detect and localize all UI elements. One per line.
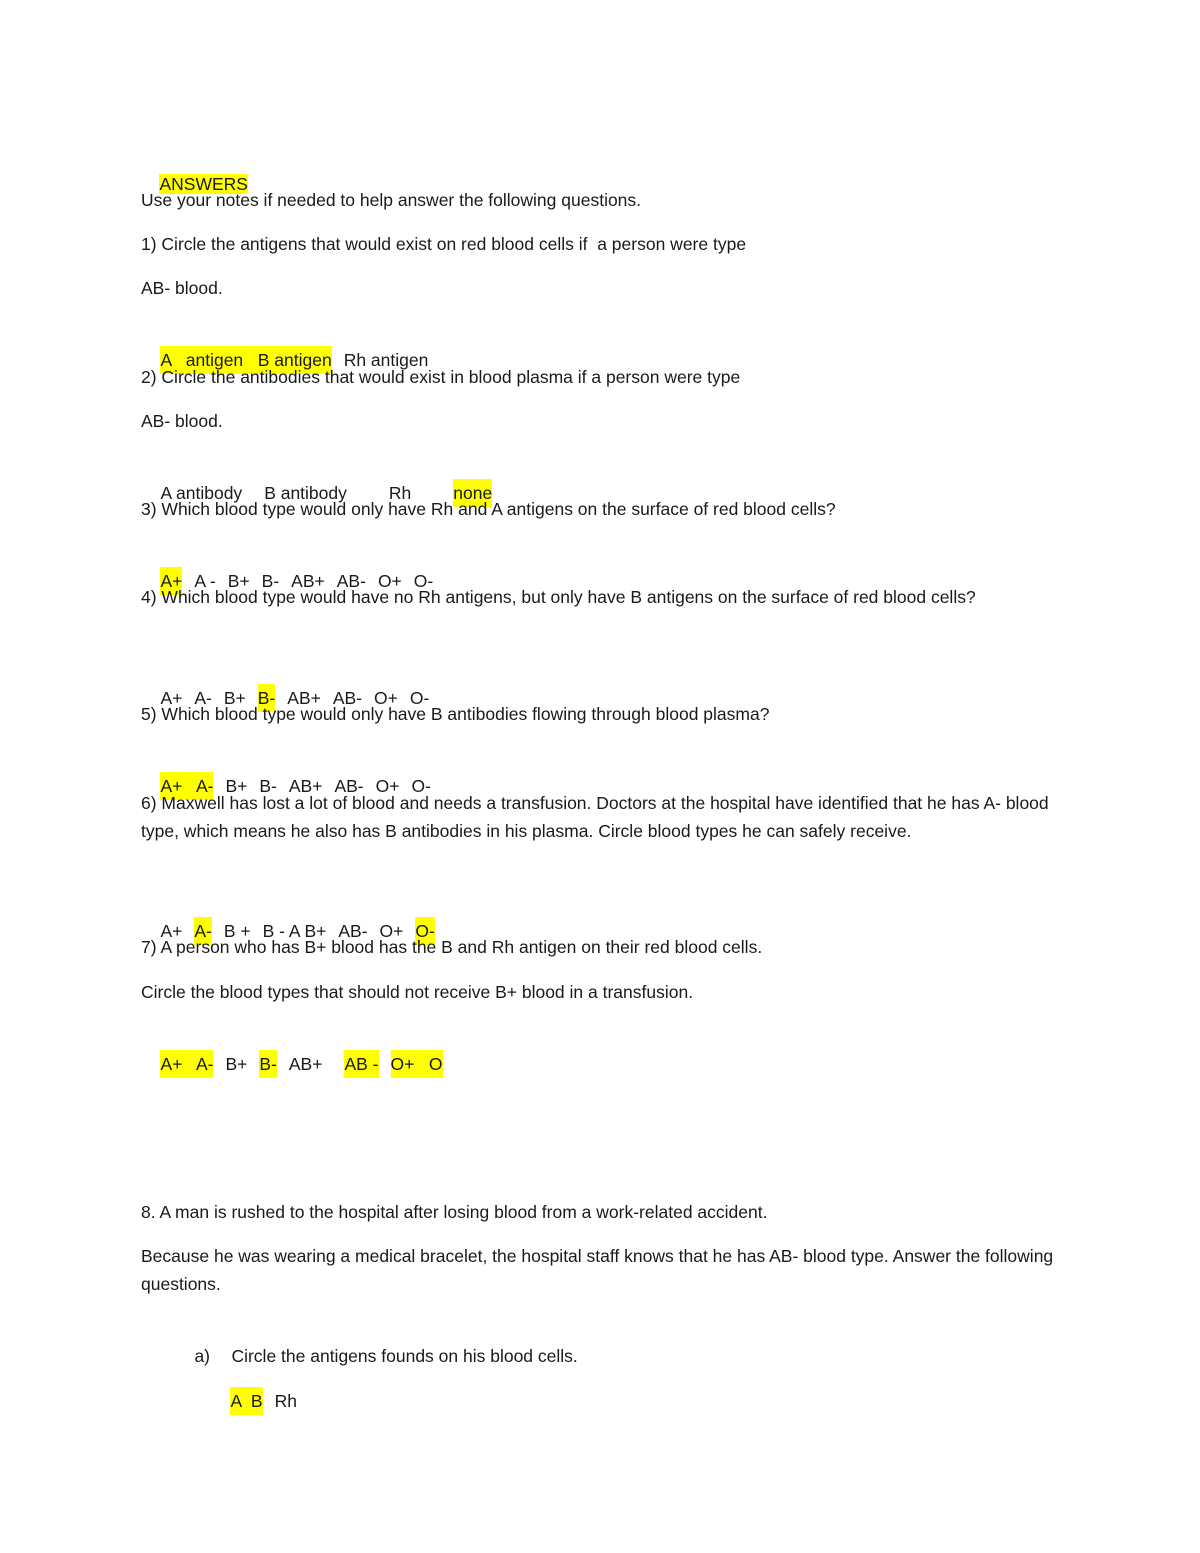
- q7-option: AB+: [288, 1054, 323, 1074]
- q4-option: AB+: [287, 688, 321, 708]
- q3-option: A+: [160, 567, 182, 595]
- q7-text-line2: Circle the blood types that should not receive B+ blood in a transfusion.: [141, 982, 694, 1002]
- q2-option: A antibody: [160, 483, 243, 503]
- q5-option: O+: [375, 776, 400, 796]
- q3-text: 3) Which blood type would only have Rh and A antigens on the surface of red blood cells?: [141, 499, 836, 519]
- q3-option: AB-: [336, 571, 366, 591]
- q8-text-line2: Because he was wearing a medical bracelet, the hospital staff knows that he has AB- blood type. Answer the following questions.: [141, 1246, 1054, 1294]
- intro-text: Use your notes if needed to help answer the following questions.: [141, 190, 642, 210]
- q6-option: B - A B+: [262, 921, 327, 941]
- q3-option: B-: [261, 571, 280, 591]
- q4-option: B+: [223, 688, 246, 708]
- q4-text: 4) Which blood type would have no Rh antigens, but only have B antigens on the surface of red blood cells?: [141, 587, 976, 607]
- q3-option: O-: [413, 571, 434, 591]
- q6-option: O-: [415, 917, 434, 945]
- q8-sub-a-label: a): [194, 1346, 211, 1366]
- q5-option: A+ A-: [160, 772, 213, 800]
- q5-option: AB+: [288, 776, 323, 796]
- q4-option: O+: [374, 688, 398, 708]
- q8-text-line1: 8. A man is rushed to the hospital after losing blood from a work-related accident.: [141, 1202, 768, 1222]
- q8-sub-a-option: Rh: [274, 1391, 297, 1411]
- q1-option: Rh antigen: [343, 350, 429, 370]
- q4-option: O-: [409, 688, 430, 708]
- q7-option: B+: [225, 1054, 248, 1074]
- q7-option: AB -: [344, 1050, 378, 1078]
- q6-option: A-: [194, 917, 212, 945]
- q6-option: AB-: [338, 921, 368, 941]
- q7-option: A+ A-: [160, 1050, 213, 1078]
- q2-option: none: [453, 479, 492, 507]
- q2-option: Rh: [388, 483, 412, 503]
- q8-sub-a-option: A B: [230, 1387, 262, 1415]
- q7-text-line1: 7) A person who has B+ blood has the B and Rh antigen on their red blood cells.: [141, 937, 763, 957]
- q7-option: O+ O: [391, 1050, 443, 1078]
- q4-option: B-: [258, 684, 276, 712]
- q6-option: A+: [160, 921, 183, 941]
- q5-text: 5) Which blood type would only have B antibodies flowing through blood plasma?: [141, 704, 770, 724]
- q8-sub-a-text: Circle the antigens founds on his blood cells.: [231, 1346, 578, 1366]
- q5-option: B-: [259, 776, 277, 796]
- answers-title: ANSWERS: [159, 174, 248, 194]
- q6-text: 6) Maxwell has lost a lot of blood and needs a transfusion. Doctors at the hospital have identified that he has A- blood type, which means he also has B antibodies in his plasma. Circle blood types he can safely receive.: [141, 793, 1049, 841]
- q3-option: A -: [194, 571, 216, 591]
- q6-option: O+: [379, 921, 404, 941]
- q3-option: O+: [377, 571, 402, 591]
- q5-option: AB-: [334, 776, 364, 796]
- q4-option: A+: [160, 688, 183, 708]
- q5-option: O-: [411, 776, 431, 796]
- q1-text-line1: 1) Circle the antigens that would exist on red blood cells if a person were type: [141, 234, 747, 254]
- q2-text-line2: AB- blood.: [141, 411, 223, 431]
- q3-option: AB+: [291, 571, 325, 591]
- q7-options: [141, 1022, 455, 1106]
- q2-text-line1: 2) Circle the antibodies that would exist in blood plasma if a person were type: [141, 367, 741, 387]
- q4-option: AB-: [332, 688, 363, 708]
- q1-option: A antigen B antigen: [160, 346, 331, 374]
- q6-option: B +: [223, 921, 251, 941]
- q8-sub-a-options: [211, 1359, 309, 1443]
- q7-option: B-: [259, 1050, 277, 1078]
- q3-option: B+: [227, 571, 250, 591]
- q5-option: B+: [225, 776, 248, 796]
- q2-option: B antibody: [264, 483, 347, 503]
- q4-option: A-: [194, 688, 212, 708]
- q1-text-line2: AB- blood.: [141, 278, 223, 298]
